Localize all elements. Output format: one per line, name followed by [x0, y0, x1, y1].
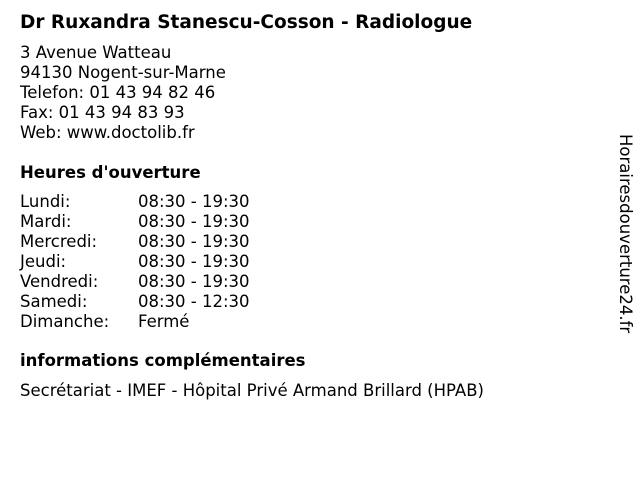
info-heading: informations complémentaires — [20, 351, 306, 370]
opening-hours-table — [20, 192, 250, 332]
day-hours: 08:30 - 19:30 — [138, 212, 250, 231]
info-text: Secrétariat - IMEF - Hôpital Privé Armand Brillard (HPAB) — [20, 381, 484, 400]
table-row — [20, 232, 250, 252]
contact-block — [20, 43, 580, 143]
day-label: Vendredi: — [20, 272, 99, 291]
phone-number: Telefon: 01 43 94 82 46 — [20, 83, 216, 102]
day-hours: 08:30 - 19:30 — [138, 232, 250, 251]
city-address: 94130 Nogent-sur-Marne — [20, 63, 226, 82]
day-hours: 08:30 - 12:30 — [138, 292, 250, 311]
day-label: Dimanche: — [20, 312, 110, 331]
day-label: Mercredi: — [20, 232, 98, 251]
watermark-text: Horairesdouverture24.fr — [616, 134, 635, 334]
street-address: 3 Avenue Watteau — [20, 43, 172, 62]
day-label: Mardi: — [20, 212, 72, 231]
table-row — [20, 252, 250, 272]
table-row — [20, 272, 250, 292]
table-row — [20, 292, 250, 312]
day-hours: 08:30 - 19:30 — [138, 192, 250, 211]
table-row — [20, 212, 250, 232]
table-row — [20, 192, 250, 212]
day-label: Lundi: — [20, 192, 71, 211]
website: Web: www.doctolib.fr — [20, 123, 195, 142]
hours-heading: Heures d'ouverture — [20, 163, 201, 182]
day-label: Samedi: — [20, 292, 88, 311]
day-hours: 08:30 - 19:30 — [138, 272, 250, 291]
page-title: Dr Ruxandra Stanescu-Cosson - Radiologue — [20, 12, 473, 33]
fax-number: Fax: 01 43 94 83 93 — [20, 103, 185, 122]
business-card — [20, 10, 580, 401]
day-label: Jeudi: — [20, 252, 67, 271]
day-hours: 08:30 - 19:30 — [138, 252, 250, 271]
table-row — [20, 312, 250, 332]
day-hours: Fermé — [138, 312, 190, 331]
